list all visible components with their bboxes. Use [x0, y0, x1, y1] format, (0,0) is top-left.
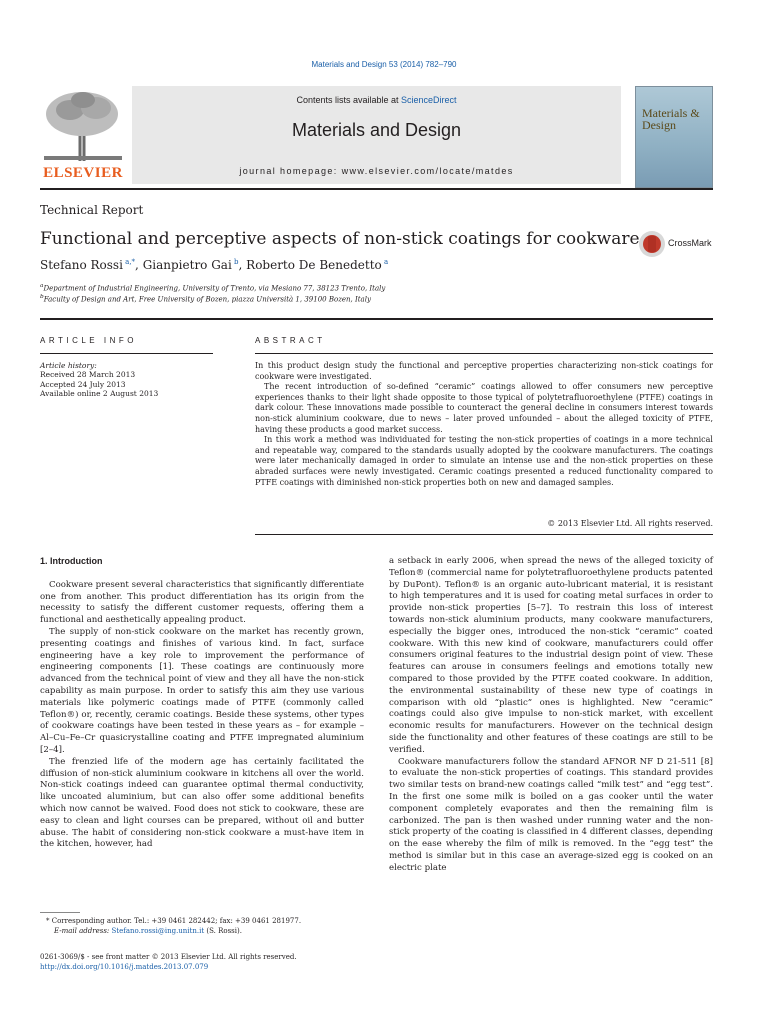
author-3: Roberto De Benedetto	[246, 258, 382, 272]
affiliation-b-mark: b	[40, 294, 44, 300]
abstract-paragraph: In this product design study the functional and perceptive properties characterizing non-stick coatings for cookware were investigated.	[255, 361, 713, 381]
author-list	[40, 258, 388, 272]
article-info-heading: ARTICLE INFO	[40, 336, 137, 345]
body-paragraph: The supply of non-stick cookware on the market has recently grown, presenting coatings and finishes of various kind. In fact, surface engineering have a key role to improvement the performance of engineering components [1]. These coatings are continuously more advanced from the technical point of view and they all have the non-stick capability as main purpose. In order to satisfy this aim they use various materials like polymeric coatings made of PTFE (commonly called Teflon®) or, recently, ceramic coatings. Beside these systems, other types of cookware coatings have been tested in these years as – for example – Al–Cu–Fe–Cr quasicrystalline coating and PTFE impregnated aluminium [2–4].	[40, 626, 364, 755]
journal-cover-thumbnail[interactable]	[635, 86, 713, 188]
affiliation-a-mark: a	[40, 283, 44, 289]
author-separator: ,	[135, 258, 143, 272]
body-left-column	[40, 556, 364, 851]
crossmark-icon	[638, 230, 666, 258]
email-line	[46, 927, 366, 937]
online-date: Available online 2 August 2013	[40, 388, 159, 398]
crossmark-label: CrossMark	[668, 238, 712, 248]
author-separator: ,	[238, 258, 247, 272]
title-block-rule	[40, 318, 713, 320]
accepted-date: Accepted 24 July 2013	[40, 379, 126, 389]
abstract-heading: ABSTRACT	[255, 336, 326, 345]
affiliation-a-text: Department of Industrial Engineering, University of Trento, via Mesiano 77, 38123 Trento, Italy	[43, 284, 386, 293]
contents-line	[132, 95, 621, 105]
elsevier-tree-icon	[40, 86, 126, 164]
header-rule	[40, 188, 713, 190]
author-2: Gianpietro Gai	[142, 258, 232, 272]
affiliation-a	[40, 283, 385, 292]
body-paragraph: Cookware manufacturers follow the standard AFNOR NF D 21-511 [8] to evaluate the non-stick properties of coatings. This standard provides two similar tests on brand-new coatings called “milk test” and “egg test”. In the first one some milk is boiled on a gas cooker until the water component completely evaporates and then the remaining film is carbonized. The pan is then washed under running water and the non-stick property of the coating is classified in 4 different classes, depending on the ease whereby the film of milk is removed. In the “egg test” the method is similar but in this case an average-sized egg is cooked on an electric plate	[389, 756, 713, 873]
journal-homepage[interactable]: journal homepage: www.elsevier.com/locate/matdes	[239, 166, 514, 176]
section-heading: 1. Introduction	[40, 556, 103, 566]
article-history	[40, 361, 213, 398]
cover-title: Materials & Design	[642, 106, 700, 132]
body-paragraph: The frenzied life of the modern age has certainly facilitated the diffusion of non-stick aluminium cookware in kitchens all over the world. Non-stick coatings indeed can guarantee optimal thermal conductivity, like uncoated aluminium, but can also offer some additional benefits which now cannot be waived. Food does not stick to cookware, these are easy to clean and light courses can be prepared, without oil and butter abuse. The habit of considering non-stick cookware a must-have item in the kitchen, however, had	[40, 756, 364, 850]
article-type: Technical Report	[40, 203, 144, 217]
body-right-column	[389, 556, 713, 875]
article-history-label: Article history:	[40, 361, 97, 370]
elsevier-logo[interactable]	[40, 86, 126, 164]
author-2-affiliation[interactable]: b	[231, 258, 239, 266]
body-paragraph: a setback in early 2006, when spread the news of the alleged toxicity of Teflon® (commercial name for polytetrafluoroethylene products patented by DuPont). Teflon® is an organic auto-lubricant material, it is resistant to high temperatures and it is used for coating metal surfaces in order to provide non-stick properties [5–7]. To restrain this loss of interest towards non-stick aluminium products, many cookware manufacturers, especially the bigger ones, introduced the non-stick “ceramic” coated cookware. With this new kind of cookware, manufacturers could offer consumers original features to the industrial design point of view. These features can arouse in consumers feelings and emotions totally new compared to those provided by the PTFE coated cookware. In addition, the environmental sustainability of these new type of coatings in comparison with old “plastic” ones is highlighted. New “ceramic” coatings could also give impulse to non-stick market, with excellent economic results for manufacturers. However on the technical design side the functionality and other features of these coatings are still to be verified.	[389, 556, 713, 755]
body-paragraph: Cookware present several characteristics that significantly differentiate one from another. This product differentiation has its origin from the necessity to satisfy the different customer requests, offering them a functional and aesthetically appealing product.	[40, 579, 364, 626]
email-link[interactable]: Stefano.rossi@ing.unitn.it	[111, 926, 205, 935]
corresponding-author-note	[46, 917, 366, 936]
author-1: Stefano Rossi	[40, 258, 123, 272]
corresponding-author-contact: * Corresponding author. Tel.: +39 0461 282442; fax: +39 0461 281977.	[46, 917, 302, 925]
issn-block	[40, 953, 440, 972]
affiliation-b	[40, 294, 371, 303]
received-date: Received 28 March 2013	[40, 370, 136, 380]
article-info-rule	[40, 353, 213, 354]
journal-citation[interactable]: Materials and Design 53 (2014) 782–790	[311, 60, 457, 69]
author-3-affiliation[interactable]: a	[381, 258, 389, 266]
journal-title: Materials and Design	[291, 120, 462, 140]
abstract-paragraph: The recent introduction of so-defined “ceramic” coatings allowed to offer consumers new perceptive experiences thanks to their light shade opposite to those typical of polytetrafluoroethylene (PTFE) coatings in dark colour. These innovations made possible to counteract the general decline in consumers interest towards non-stick aluminium cookware, due to news – later proved unfounded – about the alleged toxicity of PTFE, having these products a good market success.	[255, 382, 713, 434]
abstract-body	[255, 361, 713, 488]
elsevier-wordmark: ELSEVIER	[43, 165, 123, 181]
abstract-bottom-rule	[255, 534, 713, 535]
email-label: E-mail address:	[54, 926, 112, 935]
issn-line: 0261-3069/$ - see front matter © 2013 Elsevier Ltd. All rights reserved.	[40, 953, 297, 961]
article-title: Functional and perceptive aspects of non-stick coatings for cookware	[40, 229, 640, 249]
doi-link[interactable]: http://dx.doi.org/10.1016/j.matdes.2013.07.079	[40, 962, 209, 971]
footnote-rule	[40, 912, 80, 913]
abstract-paragraph: In this work a method was individuated for testing the non-stick properties of coatings in a more technical and repeatable way, compared to the standards usually adopted by the cookware manufacturers. The coatings were later mechanically damaged in order to simulate an intense use and the non-stick properties on these abraded surfaces were newly investigated. Ceramic coatings presented a reduced functionality compared to PTFE coatings with diminished non-stick properties both on new and damaged samples.	[255, 435, 713, 487]
sciencedirect-link[interactable]: ScienceDirect	[401, 95, 457, 105]
author-1-affiliation[interactable]: a,*	[122, 258, 136, 266]
email-suffix: (S. Rossi).	[204, 926, 242, 935]
contents-prefix: Contents lists available at	[296, 95, 402, 105]
abstract-rule	[255, 353, 713, 354]
crossmark-badge[interactable]	[638, 230, 728, 260]
affiliation-b-text: Faculty of Design and Art, Free University of Bozen, piazza Università 1, 39100 Bozen, Italy	[43, 295, 371, 304]
abstract-copyright: © 2013 Elsevier Ltd. All rights reserved.	[547, 519, 713, 528]
